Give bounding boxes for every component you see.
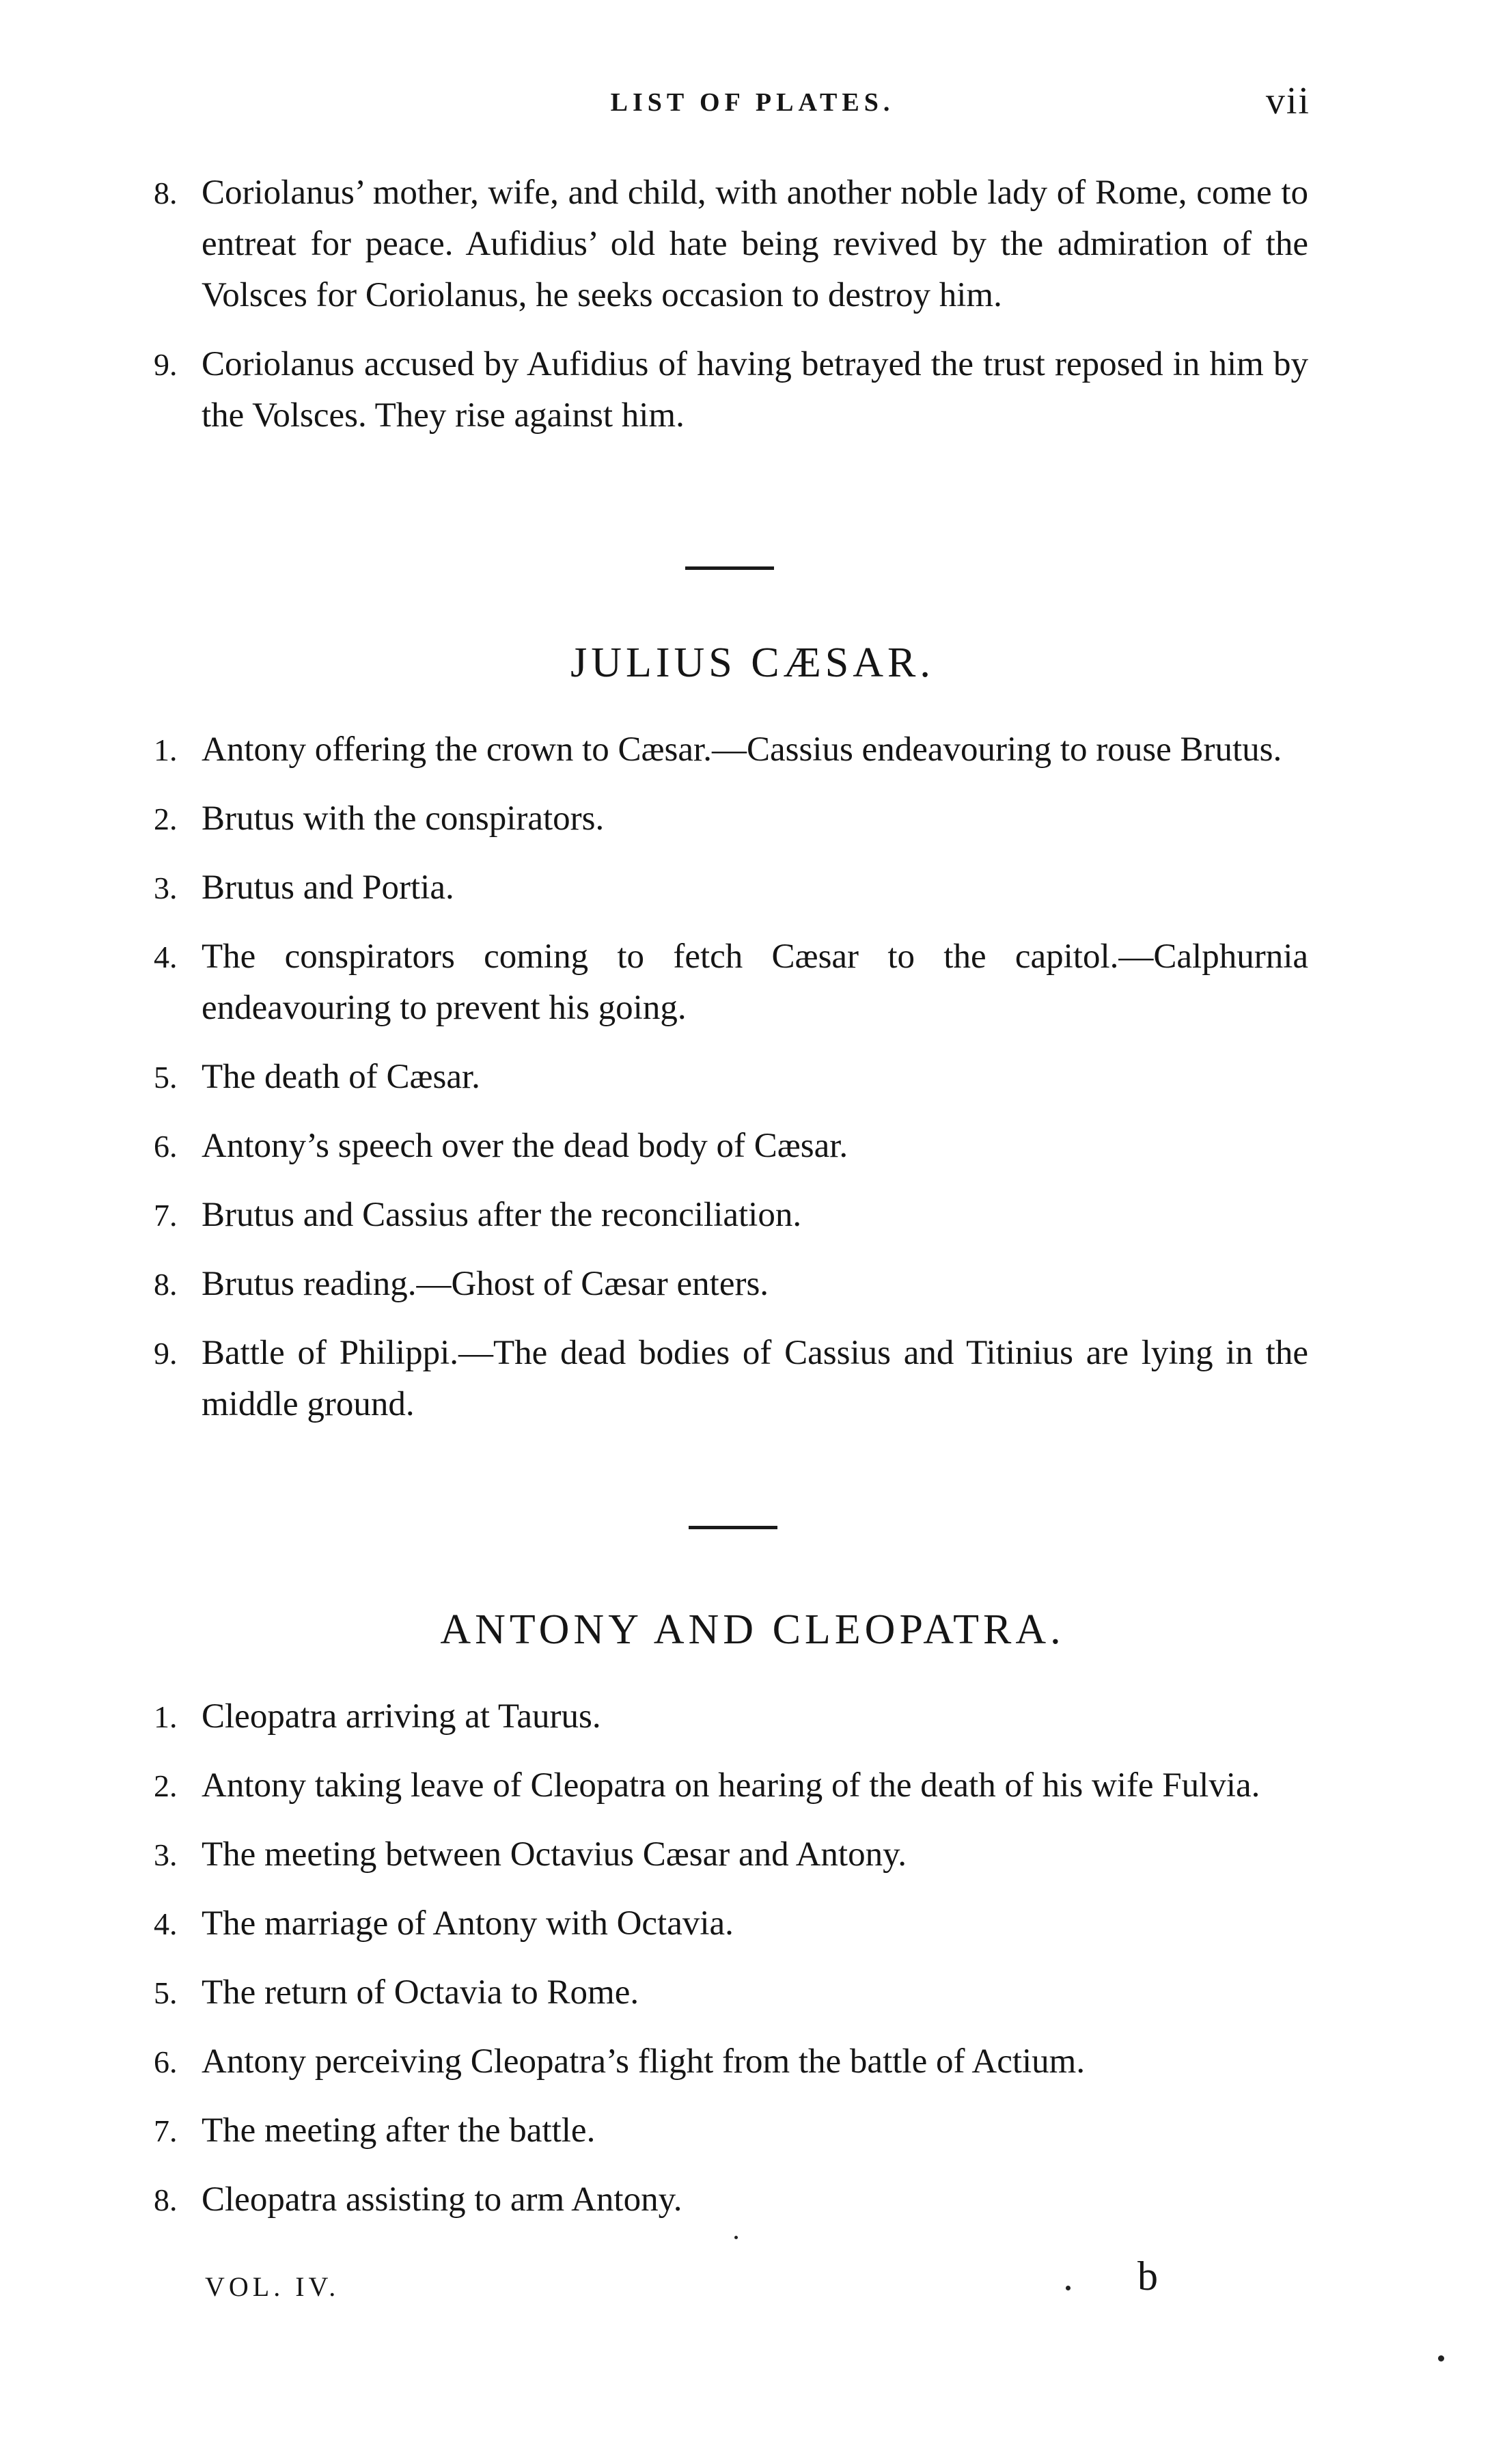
item-text: The death of Cæsar. — [202, 1058, 480, 1096]
item-number: 8. — [154, 176, 178, 210]
running-title: LIST OF PLATES. — [610, 88, 895, 117]
item-number: 1. — [154, 1699, 178, 1734]
item-text: Cleopatra assisting to arm Antony. — [202, 2180, 682, 2219]
item-number: 3. — [154, 871, 178, 905]
list-item — [0, 862, 1505, 914]
section-title-antony-cleopatra: ANTONY AND CLEOPATRA. — [440, 1606, 1065, 1653]
section-title-julius-caesar: JULIUS CÆSAR. — [570, 640, 935, 686]
item-text: Battle of Philippi.—The dead bodies of Cassius and Titinius are lying in the middle ground. — [202, 1334, 1308, 1423]
item-text: Antony taking leave of Cleopatra on hearing of the death of his wife Fulvia. — [202, 1766, 1260, 1805]
ink-speck — [734, 2236, 738, 2239]
item-text: Brutus and Portia. — [202, 868, 454, 907]
item-number: 5. — [154, 1975, 178, 2010]
list-item — [0, 2174, 1505, 2226]
list-item — [0, 1898, 1505, 1949]
list-item — [0, 1121, 1505, 1172]
item-number: 9. — [154, 347, 178, 382]
item-number: 2. — [154, 1768, 178, 1803]
coriolanus-list — [0, 167, 1505, 441]
item-number: 1. — [154, 733, 178, 767]
item-number: 2. — [154, 802, 178, 836]
item-number: 7. — [154, 2113, 178, 2148]
list-item — [0, 339, 1505, 441]
signature-mark: b — [1137, 2254, 1158, 2299]
running-head — [0, 80, 1505, 128]
page-footer — [0, 2254, 1505, 2306]
list-item — [0, 1829, 1505, 1880]
item-number: 4. — [154, 1906, 178, 1941]
volume-label: VOL. IV. — [205, 2271, 340, 2302]
list-item — [0, 1691, 1505, 1742]
list-item — [0, 167, 1505, 321]
item-number: 6. — [154, 2044, 178, 2079]
item-text: Coriolanus accused by Aufidius of having betrayed the trust reposed in him by the Volsces. They rise against him. — [202, 345, 1308, 435]
item-text: Antony offering the crown to Cæsar.—Cassius endeavouring to rouse Brutus. — [202, 730, 1282, 769]
section-divider — [689, 1526, 777, 1529]
list-item — [0, 1052, 1505, 1103]
item-text: Brutus and Cassius after the reconciliation. — [202, 1196, 802, 1234]
ink-speck — [1438, 2355, 1444, 2362]
item-text: The meeting after the battle. — [202, 2111, 596, 2150]
item-number: 8. — [154, 1267, 178, 1302]
item-text: The return of Octavia to Rome. — [202, 1973, 639, 2012]
item-number: 9. — [154, 1336, 178, 1371]
list-item — [0, 931, 1505, 1034]
list-item — [0, 2105, 1505, 2157]
item-text: Brutus reading.—Ghost of Cæsar enters. — [202, 1265, 769, 1303]
julius-caesar-list — [0, 724, 1505, 1430]
list-item — [0, 1259, 1505, 1310]
item-text: Antony’s speech over the dead body of Cæsar. — [202, 1127, 848, 1165]
item-number: 6. — [154, 1129, 178, 1164]
item-number: 5. — [154, 1060, 178, 1095]
item-text: Coriolanus’ mother, wife, and child, with another noble lady of Rome, come to entreat for peace. Aufidius’ old hate being revived by the admiration of the Volsces for Coriolanus, he seeks occasion to destroy him. — [202, 174, 1308, 314]
item-text: The conspirators coming to fetch Cæsar to the capitol.—Calphurnia endeavouring to prevent his going. — [202, 937, 1308, 1027]
section-divider — [685, 566, 774, 570]
list-item — [0, 1190, 1505, 1241]
item-text: Cleopatra arriving at Taurus. — [202, 1697, 601, 1736]
item-text: Brutus with the conspirators. — [202, 799, 605, 838]
item-text: The meeting between Octavius Cæsar and Antony. — [202, 1835, 907, 1874]
list-item — [0, 724, 1505, 776]
item-number: 3. — [154, 1837, 178, 1872]
item-number: 7. — [154, 1198, 178, 1233]
antony-cleopatra-list — [0, 1691, 1505, 2226]
list-item — [0, 1328, 1505, 1430]
page-number: vii — [1265, 80, 1310, 122]
list-item — [0, 1967, 1505, 2018]
item-number: 8. — [154, 2182, 178, 2217]
list-item — [0, 2036, 1505, 2087]
list-item — [0, 1760, 1505, 1811]
ink-speck — [1066, 2286, 1071, 2290]
list-item — [0, 793, 1505, 845]
item-number: 4. — [154, 940, 178, 974]
item-text: Antony perceiving Cleopatra’s flight from the battle of Actium. — [202, 2042, 1086, 2081]
item-text: The marriage of Antony with Octavia. — [202, 1904, 734, 1943]
